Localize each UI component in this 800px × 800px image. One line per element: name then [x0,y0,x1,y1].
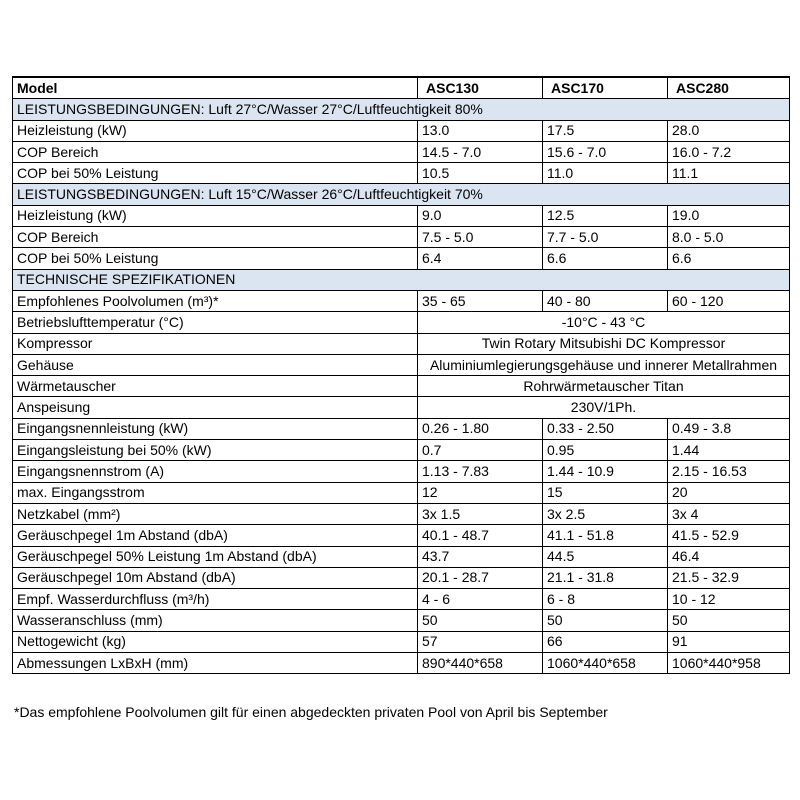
row-value-asc130: 20.1 - 28.7 [418,567,543,588]
row-label: Nettogewicht (kg) [13,631,418,652]
row-label: Abmessungen LxBxH (mm) [13,653,418,674]
row-label: Eingangsnennleistung (kW) [13,418,418,439]
table-row [13,631,790,652]
row-value-all-models: Twin Rotary Mitsubishi DC Kompressor [418,333,790,354]
row-value-asc280: 2.15 - 16.53 [668,461,790,482]
header-model-asc280: ASC280 [668,77,790,99]
table-row [13,653,790,674]
table-row [13,333,790,354]
row-value-asc170: 17.5 [543,120,668,141]
row-value-asc170: 44.5 [543,546,668,567]
row-value-asc130: 1.13 - 7.83 [418,461,543,482]
table-row [13,482,790,503]
row-label: Empf. Wasserdurchfluss (m³/h) [13,589,418,610]
header-model-asc130: ASC130 [418,77,543,99]
table-row [13,141,790,162]
row-value-asc280: 6.6 [668,248,790,269]
row-value-asc170: 15 [543,482,668,503]
row-value-asc280: 1.44 [668,440,790,461]
row-label: Wärmetauscher [13,376,418,397]
section-header-row [13,99,790,120]
row-value-asc130: 4 - 6 [418,589,543,610]
row-label: Geräuschpegel 10m Abstand (dbA) [13,567,418,588]
row-label: Kompressor [13,333,418,354]
row-value-asc170: 1.44 - 10.9 [543,461,668,482]
table-header-row [13,77,790,99]
table-row [13,120,790,141]
row-value-asc280: 50 [668,610,790,631]
row-label: Heizleistung (kW) [13,205,418,226]
row-value-asc130: 43.7 [418,546,543,567]
section-label: TECHNISCHE SPEZIFIKATIONEN [13,269,790,290]
row-value-asc280: 10 - 12 [668,589,790,610]
row-label: Wasseranschluss (mm) [13,610,418,631]
row-value-asc130: 890*440*658 [418,653,543,674]
spec-table-body [13,77,790,674]
row-value-asc130: 3x 1.5 [418,503,543,524]
table-row [13,503,790,524]
row-label: Netzkabel (mm²) [13,503,418,524]
row-value-asc170: 41.1 - 51.8 [543,525,668,546]
row-value-asc280: 11.1 [668,163,790,184]
table-row [13,163,790,184]
row-label: Empfohlenes Poolvolumen (m³)* [13,290,418,311]
row-value-asc130: 40.1 - 48.7 [418,525,543,546]
row-label: COP bei 50% Leistung [13,248,418,269]
row-value-asc170: 3x 2.5 [543,503,668,524]
table-row [13,248,790,269]
row-value-asc170: 11.0 [543,163,668,184]
row-value-all-models: -10°C - 43 °C [418,312,790,333]
row-label: COP Bereich [13,141,418,162]
row-value-asc130: 0.7 [418,440,543,461]
row-label: Heizleistung (kW) [13,120,418,141]
section-label: LEISTUNGSBEDINGUNGEN: Luft 15°C/Wasser 26°C/Luftfeuchtigkeit 70% [13,184,790,205]
row-value-all-models: 230V/1Ph. [418,397,790,418]
table-row [13,354,790,375]
row-value-asc170: 50 [543,610,668,631]
row-value-asc130: 13.0 [418,120,543,141]
row-label: Betriebslufttemperatur (°C) [13,312,418,333]
row-value-asc280: 0.49 - 3.8 [668,418,790,439]
row-value-asc130: 0.26 - 1.80 [418,418,543,439]
table-row [13,312,790,333]
row-value-asc280: 19.0 [668,205,790,226]
row-value-asc130: 50 [418,610,543,631]
row-label: Anspeisung [13,397,418,418]
table-row [13,376,790,397]
row-value-asc280: 41.5 - 52.9 [668,525,790,546]
table-row [13,440,790,461]
row-value-asc170: 0.33 - 2.50 [543,418,668,439]
row-value-asc170: 15.6 - 7.0 [543,141,668,162]
row-value-asc170: 6 - 8 [543,589,668,610]
row-value-asc170: 0.95 [543,440,668,461]
header-model-label: Model [13,77,418,99]
row-value-asc170: 40 - 80 [543,290,668,311]
row-value-asc170: 21.1 - 31.8 [543,567,668,588]
table-row [13,418,790,439]
row-value-asc130: 57 [418,631,543,652]
row-value-all-models: Aluminiumlegierungsgehäuse und innerer Metallrahmen [418,354,790,375]
row-value-asc280: 60 - 120 [668,290,790,311]
table-row [13,290,790,311]
row-value-asc130: 35 - 65 [418,290,543,311]
row-value-asc280: 28.0 [668,120,790,141]
section-header-row [13,269,790,290]
row-value-all-models: Rohrwärmetauscher Titan [418,376,790,397]
row-value-asc170: 6.6 [543,248,668,269]
row-value-asc170: 12.5 [543,205,668,226]
row-value-asc280: 16.0 - 7.2 [668,141,790,162]
table-row [13,610,790,631]
table-row [13,589,790,610]
table-row [13,397,790,418]
row-value-asc280: 91 [668,631,790,652]
row-label: Geräuschpegel 50% Leistung 1m Abstand (dbA) [13,546,418,567]
header-model-asc170: ASC170 [543,77,668,99]
table-row [13,227,790,248]
row-value-asc130: 10.5 [418,163,543,184]
row-label: Geräuschpegel 1m Abstand (dbA) [13,525,418,546]
row-label: max. Eingangsstrom [13,482,418,503]
row-value-asc280: 21.5 - 32.9 [668,567,790,588]
row-label: COP Bereich [13,227,418,248]
table-row [13,567,790,588]
table-row [13,461,790,482]
table-row [13,546,790,567]
row-value-asc130: 9.0 [418,205,543,226]
row-value-asc280: 8.0 - 5.0 [668,227,790,248]
row-value-asc170: 66 [543,631,668,652]
row-value-asc280: 3x 4 [668,503,790,524]
spec-table [12,76,790,674]
footnote: *Das empfohlene Poolvolumen gilt für einen abgedeckten privaten Pool von April bis September [14,704,608,720]
row-value-asc280: 46.4 [668,546,790,567]
row-label: Eingangsleistung bei 50% (kW) [13,440,418,461]
row-value-asc170: 7.7 - 5.0 [543,227,668,248]
row-value-asc130: 6.4 [418,248,543,269]
row-label: Eingangsnennstrom (A) [13,461,418,482]
row-value-asc130: 7.5 - 5.0 [418,227,543,248]
row-label: Gehäuse [13,354,418,375]
row-value-asc280: 1060*440*958 [668,653,790,674]
row-label: COP bei 50% Leistung [13,163,418,184]
row-value-asc280: 20 [668,482,790,503]
table-row [13,205,790,226]
row-value-asc130: 12 [418,482,543,503]
row-value-asc130: 14.5 - 7.0 [418,141,543,162]
row-value-asc170: 1060*440*658 [543,653,668,674]
section-label: LEISTUNGSBEDINGUNGEN: Luft 27°C/Wasser 27°C/Luftfeuchtigkeit 80% [13,99,790,120]
table-row [13,525,790,546]
section-header-row [13,184,790,205]
